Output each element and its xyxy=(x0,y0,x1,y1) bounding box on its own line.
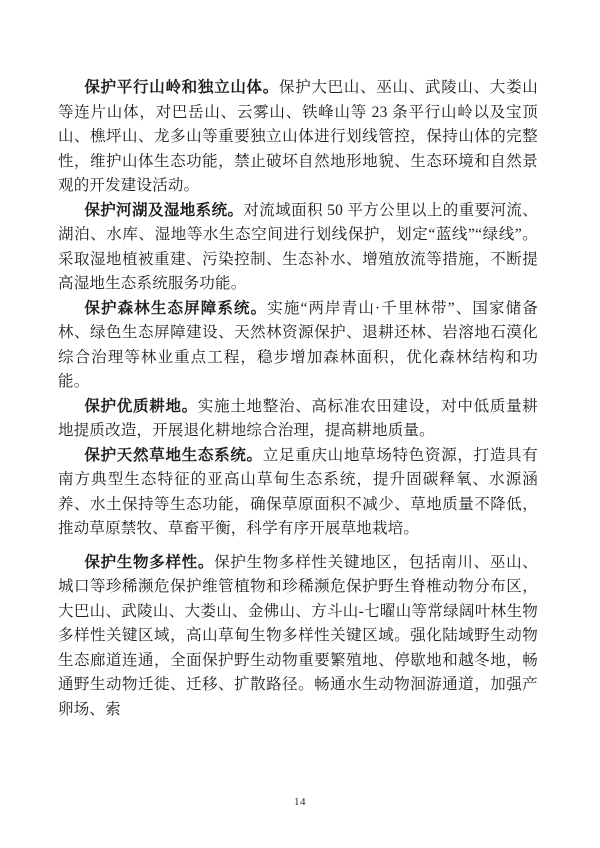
paragraph-lead: 保护森林生态屏障系统。 xyxy=(84,299,268,317)
paragraph-lead: 保护优质耕地。 xyxy=(84,397,198,415)
paragraph xyxy=(58,551,538,723)
paragraph-lead: 保护河湖及湿地系统。 xyxy=(84,201,244,219)
paragraph xyxy=(58,199,538,297)
paragraph-body: 保护大巴山、巫山、武陵山、大娄山等连片山体，对巴岳山、云雾山、铁峰山等 23 条平行山岭以及宝顶山、樵坪山、龙多山等重要独立山体进行划线管控，保持山体的完整性，维护山体生态功能，禁止破坏自然地形地貌、生态环境和自然景观的开发建设活动。 xyxy=(58,79,539,194)
paragraph-body: 保护生物多样性关键地区，包括南川、巫山、城口等珍稀濒危保护维管植物和珍稀濒危保护野生脊椎动物分布区，大巴山、武陵山、大娄山、金佛山、方斗山-七曜山等常绿阔叶林生物多样性关键区域，高山草甸生物多样性关键区域。强化陆域野生动物生态廊道连通，全面保护野生动物重要繁殖地、停歇地和越冬地，畅通野生动物迁徙、迁移、扩散路径。畅通水生动物洄游通道，加强产卵场、索 xyxy=(58,553,538,718)
paragraph xyxy=(58,444,538,542)
paragraph-lead: 保护天然草地生态系统。 xyxy=(84,446,263,464)
paragraph-body: 实施土地整治、高标准农田建设，对中低质量耕地提质改造，开展退化耕地综合治理，提高耕地质量。 xyxy=(58,397,538,439)
paragraph xyxy=(58,395,538,444)
paragraph xyxy=(58,76,538,199)
paragraph-lead: 保护平行山岭和独立山体。 xyxy=(84,79,279,96)
page-number: 14 xyxy=(294,796,306,808)
paragraph-body: 实施“两岸青山·千里林带”、国家储备林、绿色生态屏障建设、天然林资源保护、退耕还林、岩溶地石漠化综合治理等林业重点工程，稳步增加森林面积，优化森林结构和功能。 xyxy=(58,299,538,390)
paragraph-body: 对流域面积 50 平方公里以上的重要河流、湖泊、水库、湿地等水生态空间进行划线保护，划定“蓝线”“绿线”。采取湿地植被重建、污染控制、生态补水、增殖放流等措施，不断提高湿地生态系统服务功能。 xyxy=(58,201,538,292)
document-body xyxy=(58,76,538,722)
paragraph-lead: 保护生物多样性。 xyxy=(84,553,215,571)
paragraph-body: 立足重庆山地草场特色资源，打造具有南方典型生态特征的亚高山草甸生态系统，提升固碳释氧、水源涵养、水土保持等生态功能，确保草原面积不减少、草地质量不降低，推动草原禁牧、草畜平衡，科学有序开展草地栽培。 xyxy=(58,446,539,537)
paragraph xyxy=(58,297,538,395)
